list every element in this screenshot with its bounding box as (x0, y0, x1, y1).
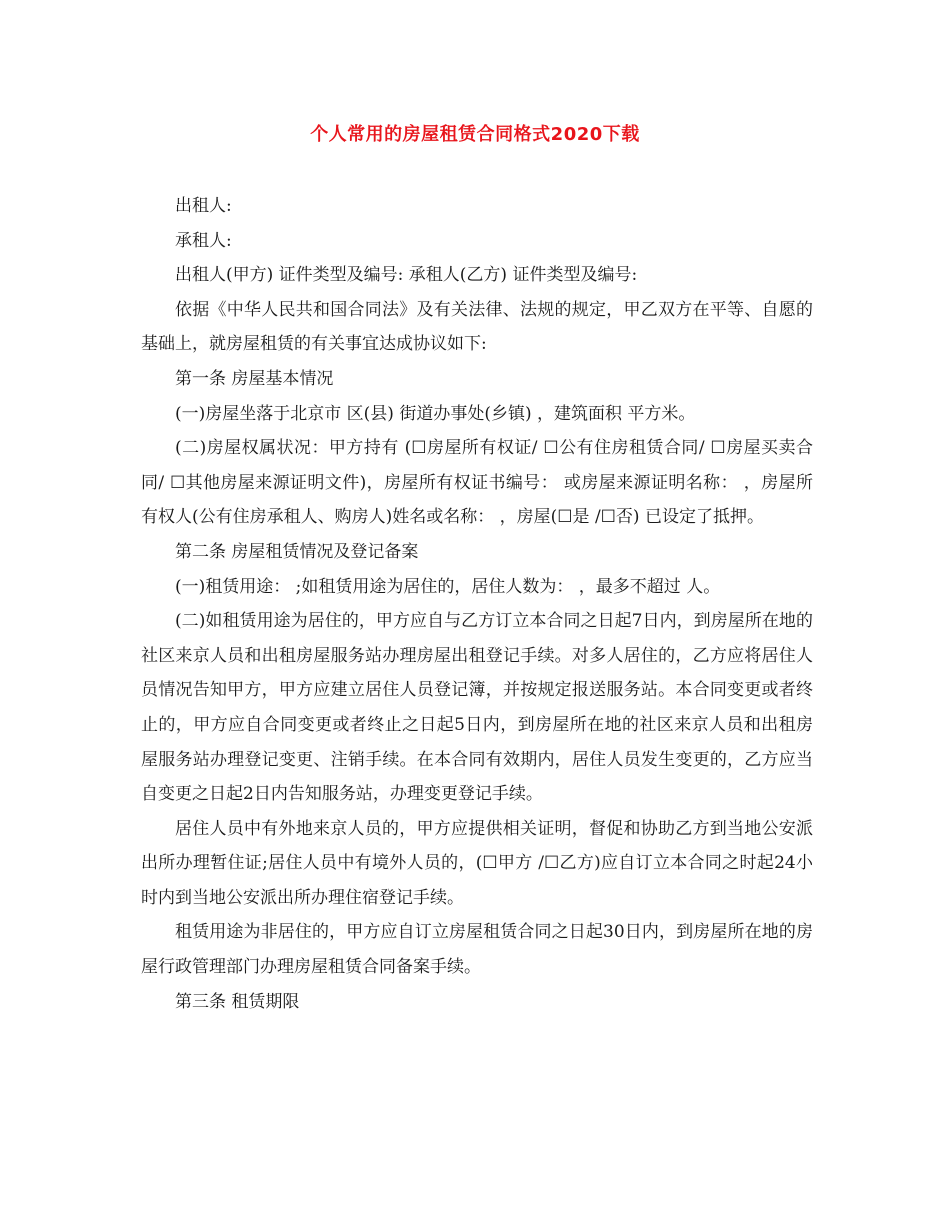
paragraph-id-types: 出租人(甲方) 证件类型及编号: 承租人(乙方) 证件类型及编号: (175, 265, 638, 286)
paragraph-lessor: 出租人: (175, 196, 232, 216)
article-3-heading: 第三条 租赁期限 (175, 991, 300, 1012)
article-2-item-1: (一)租赁用途： ;如租赁用途为居住的，居住人数为： ，最多不超过 人。 (175, 576, 721, 597)
document-title: 个人常用的房屋租赁合同格式2020下载 (310, 124, 640, 145)
article-1-item-1: (一)房屋坐落于北京市 区(县) 街道办事处(乡镇) ，建筑面积 平方米。 (175, 403, 696, 424)
document-body (141, 189, 813, 1019)
article-2-heading: 第二条 房屋租赁情况及登记备案 (175, 541, 419, 562)
article-2-item-2: (二)如租赁用途为居住的，甲方应自与乙方订立本合同之日起7日内，到房屋所在地的社区来京人员和出租房屋服务站办理房屋出租登记手续。对多人居住的，乙方应将居住人员情况告知甲方，甲方应建立居住人员登记簿，并按规定报送服务站。本合同变更或者终止的，甲方应自合同变更或者终止之日起5日内，到房屋所在地的社区来京人员和出租房屋服务站办理登记变更、注销手续。在本合同有效期内，居住人员发生变更的，乙方应当自变更之日起2日内告知服务站，办理变更登记手续。 (141, 611, 813, 805)
article-1-item-2: (二)房屋权属状况：甲方持有 (☐房屋所有权证/ ☐公有住房租赁合同/ ☐房屋买卖合同/ ☐其他房屋来源证明文件)，房屋所有权证书编号： 或房屋来源证明名称： ，房屋所有权人(公有住房承租人、购房人)姓名或名称： ，房屋(☐是 /☐否) 已设定了抵押。 (141, 438, 813, 528)
article-2-nonlocal-residents: 居住人员中有外地来京人员的，甲方应提供相关证明，督促和协助乙方到当地公安派出所办理暂住证;居住人员中有境外人员的，(☐甲方 /☐乙方)应自订立本合同之时起24小时内到当地公安派出所办理住宿登记手续。 (141, 818, 813, 908)
article-1-heading: 第一条 房屋基本情况 (175, 368, 334, 389)
article-2-non-residential: 租赁用途为非居住的，甲方应自订立房屋租赁合同之日起30日内，到房屋所在地的房屋行政管理部门办理房屋租赁合同备案手续。 (141, 922, 813, 978)
paragraph-lessee: 承租人: (175, 230, 232, 251)
paragraph-preamble: 依据《中华人民共和国合同法》及有关法律、法规的规定，甲乙双方在平等、自愿的基础上，就房屋租赁的有关事宜达成协议如下: (141, 299, 813, 355)
